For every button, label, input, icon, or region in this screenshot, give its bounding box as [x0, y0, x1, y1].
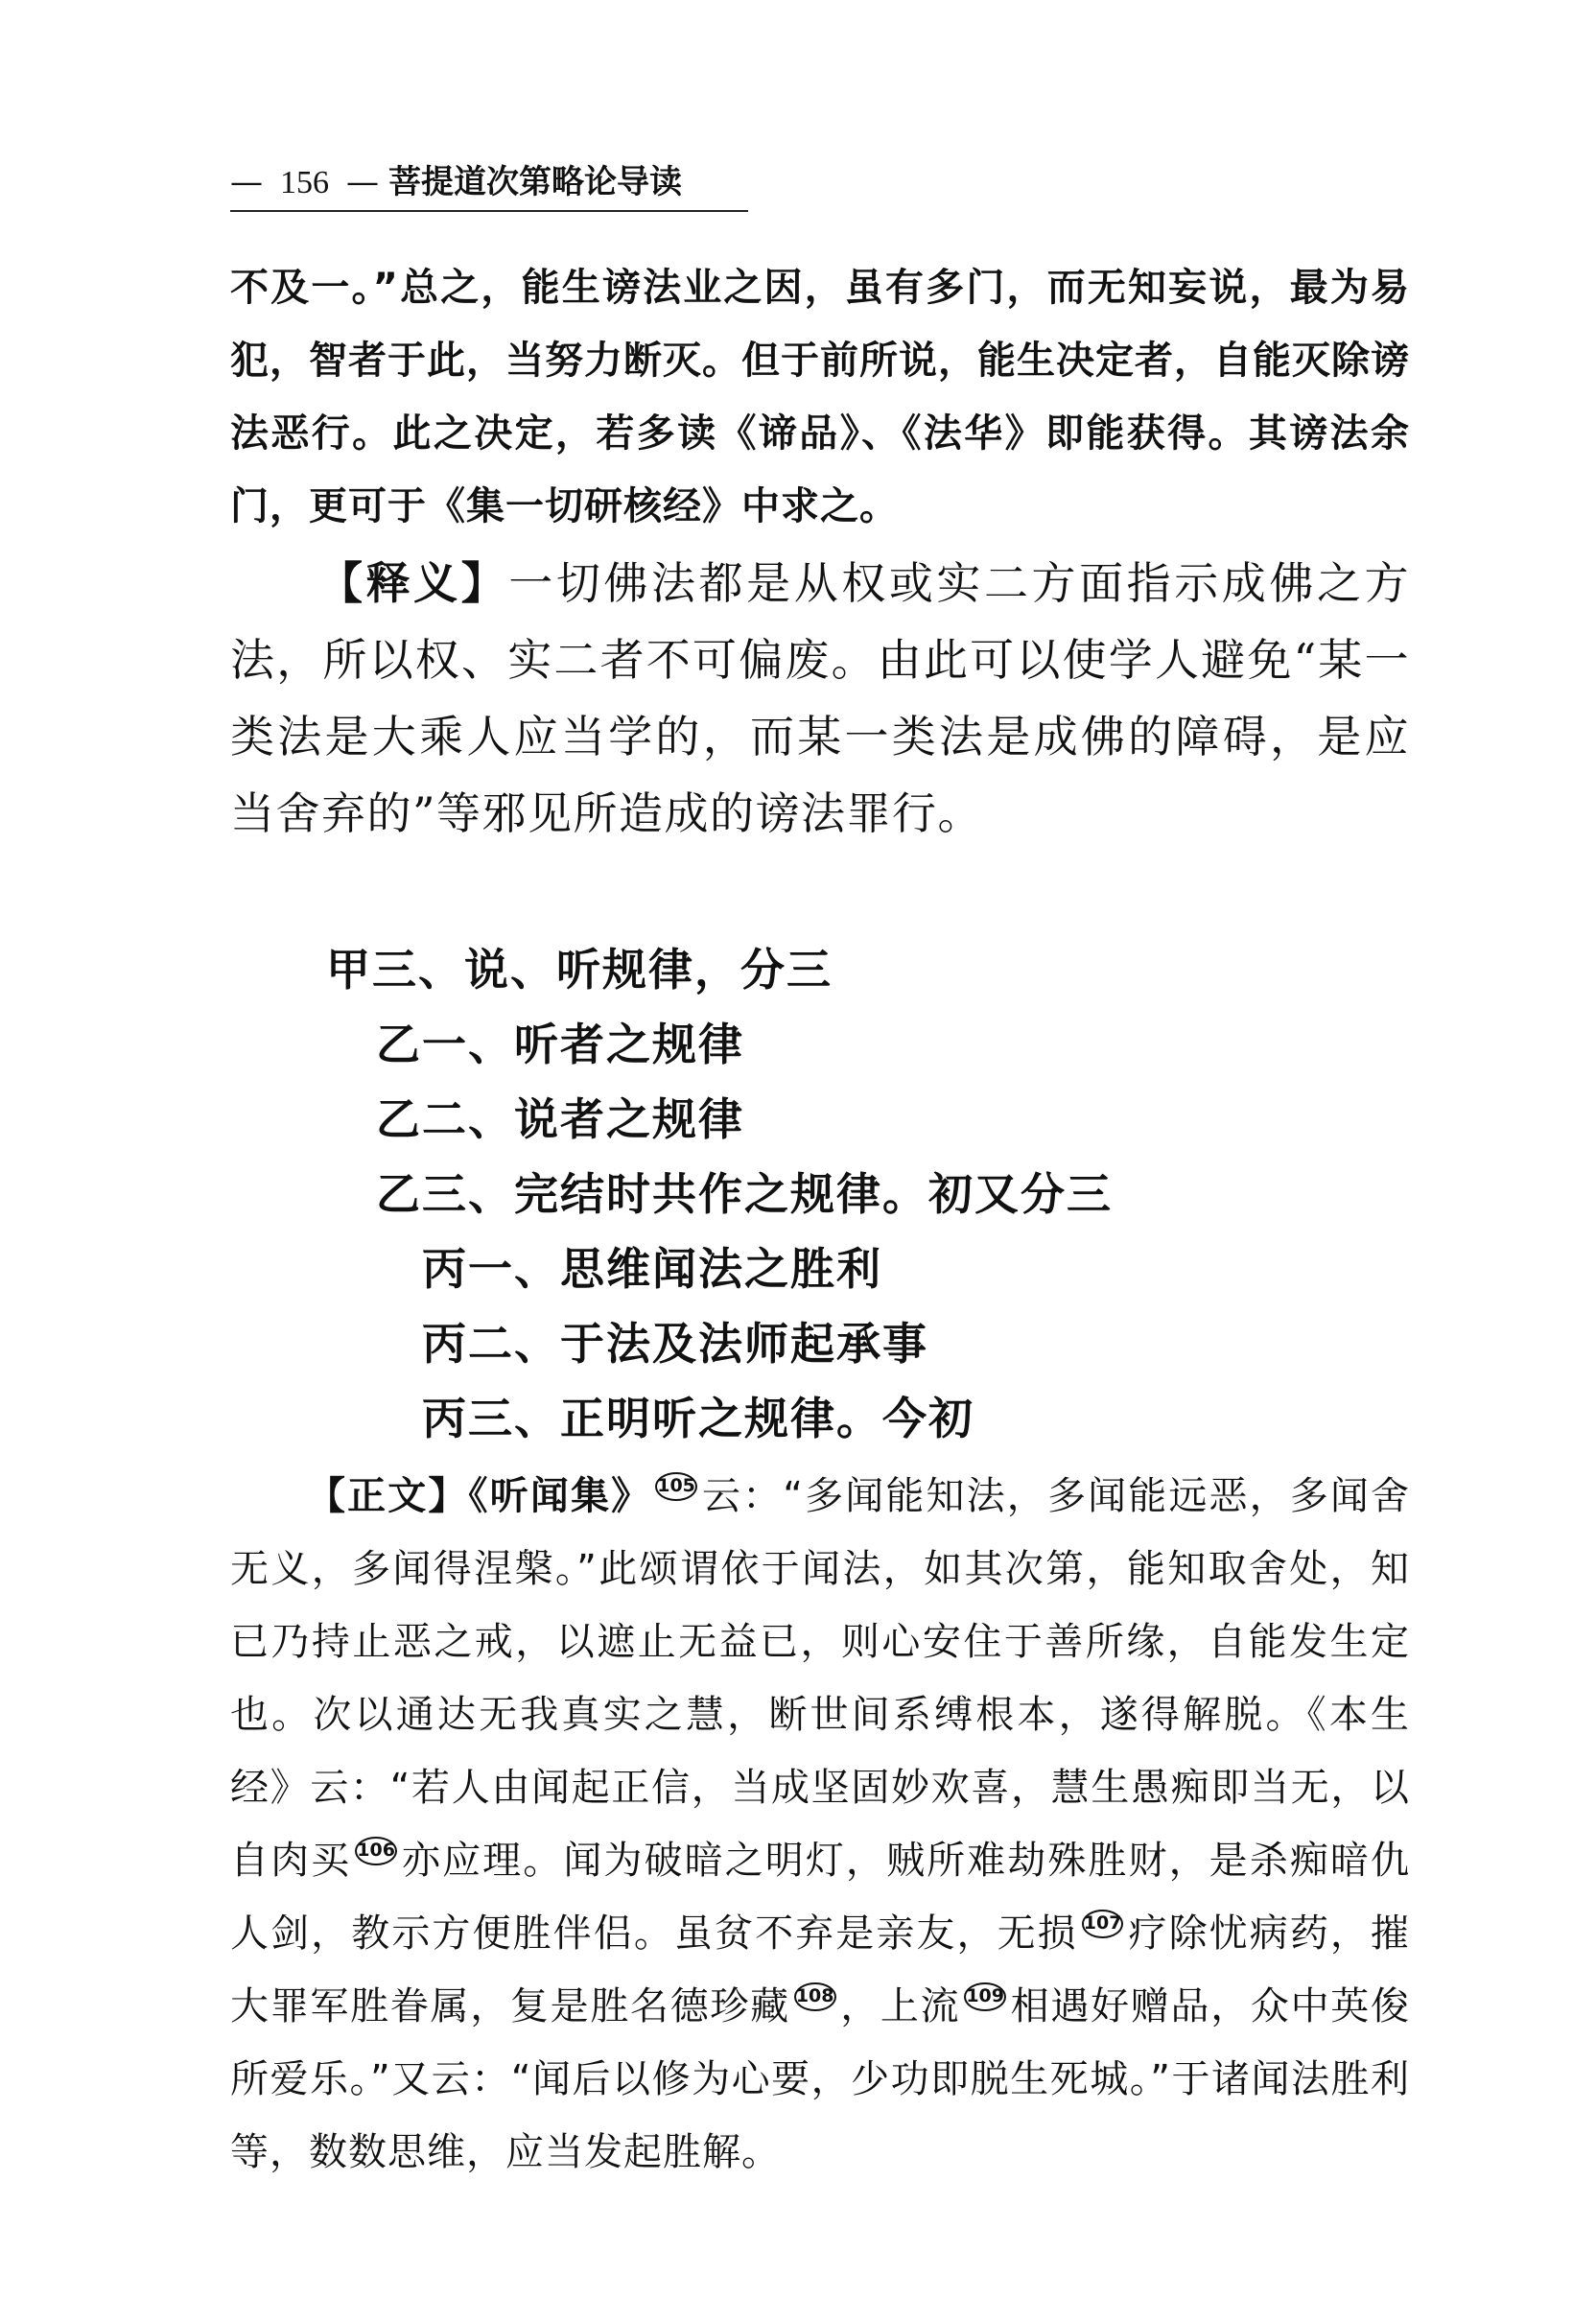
page-header	[230, 161, 748, 212]
shiyi-paragraph	[230, 545, 1410, 852]
zhengwen-book-title: 《听闻集》	[468, 1474, 652, 1518]
shiyi-text: 一切佛法都是从权或实二方面指示成佛之方法，所以权、实二者不可偏废。由此可以使学人避免“某一类法是大乘人应当学的，而某一类法是成佛的障碍，是应当舍弃的”等邪见所造成的谤法罪行。	[230, 557, 1411, 839]
zhengwen-paragraph	[230, 1460, 1410, 2189]
outline-heading-bing3: 丙三、正明听之规律。今初	[422, 1393, 974, 1444]
outline-heading-bing1: 丙一、思维闻法之胜利	[422, 1243, 882, 1295]
zhengwen-text-2: 亦应理。闻为破暗之明灯，贼所难劫殊胜财，是杀痴暗仇人剑，教示方便胜伴侣。虽贫不弃是亲友，无损	[230, 1839, 1410, 1956]
book-title: 菩提道次第略论导读	[388, 163, 682, 201]
zhengwen-label: 【正文】	[307, 1473, 469, 1518]
footnote-marker-107[interactable]: 107	[1082, 1910, 1124, 1938]
outline-heading-yi1: 乙一、听者之规律	[376, 1019, 744, 1070]
outline-heading-yi3: 乙三、完结时共作之规律。初又分三	[376, 1168, 1113, 1220]
zhengwen-text-1: 云：“多闻能知法，多闻能远恶，多闻舍无义，多闻得涅槃。”此颂谓依于闻法，如其次第，能知取舍处，知已乃持止恶之戒，以遮止无益已，则心安住于善所缘，自能发生定也。次以通达无我真实之慧，断世间系缚根本，遂得解脱。《本生经》云：“若人由闻起正信，当成坚固妙欢喜，慧生愚痴即当无，以自肉买	[230, 1474, 1411, 1883]
zhengwen-text-4: ，上流	[839, 1984, 961, 2028]
shiyi-label: 【释义】	[318, 557, 509, 609]
zhengwen-text-5: 相遇好赠品，众中英俊所爱乐。”又云：“闻后以修为心要，少功即脱生死城。”于诸闻法胜利等，数数思维，应当发起胜解。	[230, 1984, 1411, 2174]
outline-heading-yi2: 乙二、说者之规律	[376, 1093, 744, 1145]
page-number: 156	[280, 165, 329, 200]
body-paragraph-bold: 不及一。”总之，能生谤法业之因，虽有多门，而无知妄说，最为易犯，智者于此，当努力断灭。但于前所说，能生决定者，自能灭除谤法恶行。此之决定，若多读《谛品》、《法华》即能获得。其谤法余门，更可于《集一切研核经》中求之。	[230, 266, 1410, 528]
outline-heading-jia3: 甲三、说、听规律，分三	[326, 944, 833, 996]
header-dash-right: —	[346, 163, 379, 201]
footnote-marker-105[interactable]: 105	[655, 1472, 697, 1501]
header-dash-left: —	[230, 163, 263, 201]
zhengwen-text-3: 疗除忧病药，摧大罪军胜眷属，复是胜名德珍藏	[230, 1911, 1411, 2028]
footnote-marker-109[interactable]: 109	[964, 1982, 1006, 2011]
footnote-marker-106[interactable]: 106	[355, 1837, 397, 1865]
footnote-marker-108[interactable]: 108	[794, 1982, 836, 2011]
section-outline	[326, 932, 1113, 1456]
outline-heading-bing2: 丙二、于法及法师起承事	[422, 1318, 928, 1370]
